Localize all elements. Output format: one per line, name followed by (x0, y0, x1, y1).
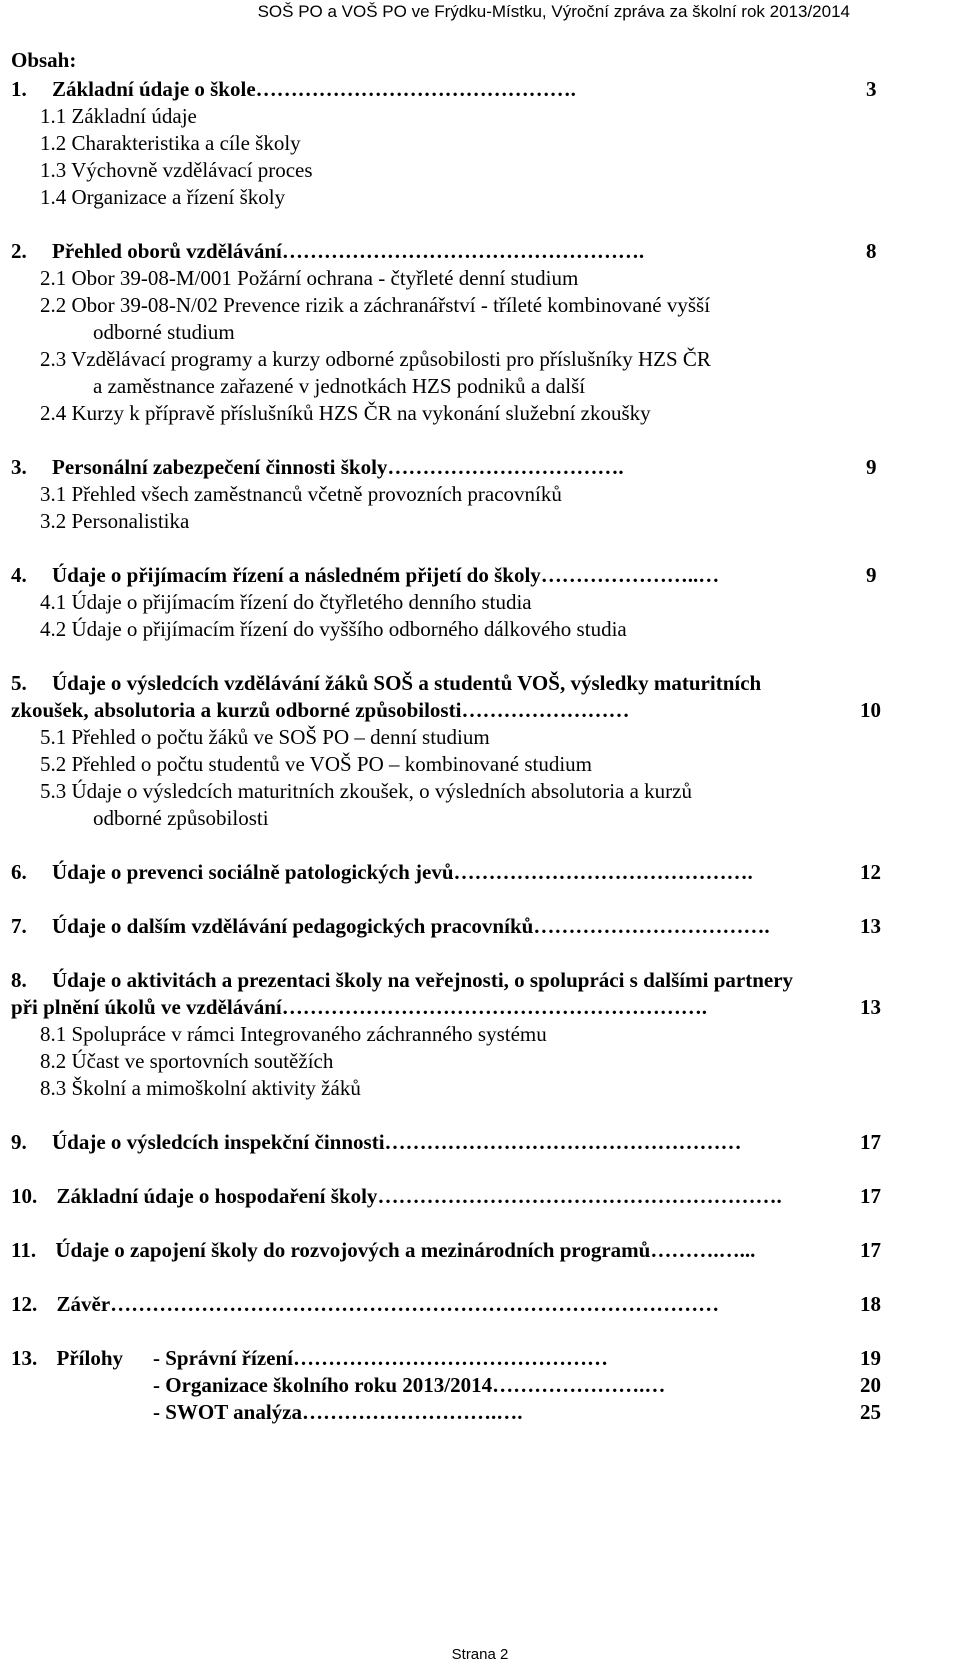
section-number: 13. (11, 1346, 38, 1370)
toc-item-1-2[interactable]: 1.2 Charakteristika a cíle školy (40, 131, 301, 155)
section-number: 8. (11, 968, 27, 992)
toc-item-2-3[interactable]: 2.3 Vzdělávací programy a kurzy odborné způsobilosti pro příslušníky HZS ČR (40, 347, 711, 371)
toc-appendix-a[interactable] (153, 1345, 608, 1372)
appendix-page: 25 (860, 1400, 881, 1424)
page-header: SOŠ PO a VOŠ PO ve Frýdku-Místku, Výroční zpráva za školní rok 2013/2014 (257, 2, 850, 21)
toc-item-3-2[interactable]: 3.2 Personalistika (40, 509, 190, 533)
toc-section-5[interactable] (11, 670, 761, 697)
section-number: 12. (11, 1292, 38, 1316)
leader-dots: ……………………………. (533, 914, 770, 938)
toc-item-5-3[interactable]: 5.3 Údaje o výsledcích maturitních zkoušek, o výsledních absolutoria a kurzů (40, 779, 692, 803)
section-title: Závěr (56, 1292, 111, 1316)
toc-item-2-3-cont: a zaměstnance zařazené v jednotkách HZS podniků a další (93, 374, 586, 398)
toc-item-1-1[interactable]: 1.1 Základní údaje (40, 104, 197, 128)
section-title: Personální zabezpečení činnosti školy (52, 455, 388, 479)
section-page: 17 (860, 1184, 881, 1208)
section-page: 12 (860, 860, 881, 884)
appendix-title: - SWOT analýza (153, 1400, 302, 1424)
toc-section-9[interactable] (11, 1129, 742, 1156)
section-title-cont: zkoušek, absolutoria a kurzů odborné způsobilosti (11, 698, 462, 722)
toc-section-8-cont[interactable] (11, 994, 707, 1021)
toc-section-2[interactable] (11, 238, 644, 265)
toc-section-8[interactable] (11, 967, 793, 994)
leader-dots: ……………………………………………………. (281, 995, 707, 1019)
toc-item-2-4[interactable]: 2.4 Kurzy k přípravě příslušníků HZS ČR na vykonání služební zkoušky (40, 401, 651, 425)
section-number: 10. (11, 1184, 38, 1208)
toc-item-8-2[interactable]: 8.2 Účast ve sportovních soutěžích (40, 1049, 334, 1073)
toc-section-1[interactable] (11, 76, 576, 103)
toc-item-1-3[interactable]: 1.3 Výchovně vzdělávací proces (40, 158, 313, 182)
section-number: 2. (11, 239, 27, 263)
leader-dots: …………………..… (540, 563, 720, 587)
leader-dots: ………………….… (492, 1373, 666, 1397)
toc-appendix-b[interactable] (153, 1372, 665, 1399)
section-number: 1. (11, 77, 27, 101)
section-title: Údaje o výsledcích inspekční činnosti (52, 1130, 385, 1154)
section-page: 17 (860, 1238, 881, 1262)
section-title: Údaje o výsledcích vzdělávání žáků SOŠ a studentů VOŠ, výsledky maturitních (52, 671, 762, 695)
section-page: 9 (866, 455, 877, 479)
section-title: Údaje o zapojení školy do rozvojových a mezinárodních programů (55, 1238, 651, 1262)
leader-dots: ……………………….…. (301, 1400, 523, 1424)
toc-section-10[interactable] (11, 1183, 782, 1210)
section-title: Údaje o přijímacím řízení a následném přijetí do školy (52, 563, 541, 587)
toc-section-7[interactable] (11, 913, 770, 940)
section-page: 3 (866, 77, 877, 101)
leader-dots: …………………………………………………. (377, 1184, 782, 1208)
section-page: 18 (860, 1292, 881, 1316)
leader-dots: ……………………………. (387, 455, 624, 479)
toc-item-2-1[interactable]: 2.1 Obor 39-08-M/001 Požární ochrana - čtyřleté denní studium (40, 266, 579, 290)
toc-item-2-2-cont: odborné studium (93, 320, 235, 344)
appendix-page: 19 (860, 1346, 881, 1370)
leader-dots: …………………………………………… (384, 1130, 742, 1154)
section-title: Základní údaje o hospodaření školy (56, 1184, 378, 1208)
toc-item-8-1[interactable]: 8.1 Spolupráce v rámci Integrovaného záchranného systému (40, 1022, 547, 1046)
appendix-title: - Organizace školního roku 2013/2014 (153, 1373, 493, 1397)
section-title-cont: při plnění úkolů ve vzdělávání (11, 995, 282, 1019)
toc-item-8-3[interactable]: 8.3 Školní a mimoškolní aktivity žáků (40, 1076, 361, 1100)
section-page: 9 (866, 563, 877, 587)
leader-dots: …………………………………………………………………………… (110, 1292, 720, 1316)
appendix-page: 20 (860, 1373, 881, 1397)
toc-section-11[interactable] (11, 1237, 755, 1264)
toc-appendix-c[interactable] (153, 1399, 522, 1426)
leader-dots: ……………………………………. (453, 860, 753, 884)
toc-item-5-2[interactable]: 5.2 Přehled o počtu studentů ve VOŠ PO – kombinované studium (40, 752, 592, 776)
leader-dots: ……….…... (650, 1238, 756, 1262)
toc-section-3[interactable] (11, 454, 624, 481)
leader-dots: ……………………………………… (293, 1346, 608, 1370)
section-title: Základní údaje o škole (52, 77, 256, 101)
toc-item-5-1[interactable]: 5.1 Přehled o počtu žáků ve SOŠ PO – denní studium (40, 725, 490, 749)
section-page: 13 (860, 914, 881, 938)
leader-dots: …………………… (461, 698, 630, 722)
section-number: 5. (11, 671, 27, 695)
toc-section-5-cont[interactable] (11, 697, 629, 724)
page-footer: Strana 2 (451, 1646, 509, 1663)
section-title: Údaje o prevenci sociálně patologických jevů (52, 860, 454, 884)
leader-dots: ……………………………………………. (281, 239, 645, 263)
toc-item-4-2[interactable]: 4.2 Údaje o přijímacím řízení do vyššího odborného dálkového studia (40, 617, 627, 641)
section-title: Údaje o dalším vzdělávání pedagogických pracovníků (52, 914, 534, 938)
toc-section-4[interactable] (11, 562, 719, 589)
toc-item-3-1[interactable]: 3.1 Přehled všech zaměstnanců včetně provozních pracovníků (40, 482, 562, 506)
toc-section-13[interactable] (11, 1345, 123, 1372)
section-title: Přehled oborů vzdělávání (52, 239, 282, 263)
section-title: Údaje o aktivitách a prezentaci školy na veřejnosti, o spolupráci s dalšími partnery (52, 968, 794, 992)
toc-title: Obsah: (11, 48, 77, 72)
leader-dots: ………………………………………. (255, 77, 576, 101)
appendix-title: - Správní řízení (153, 1346, 293, 1370)
toc-section-6[interactable] (11, 859, 753, 886)
section-page: 13 (860, 995, 881, 1019)
section-label: Přílohy (56, 1346, 123, 1370)
section-page: 17 (860, 1130, 881, 1154)
section-number: 3. (11, 455, 27, 479)
section-number: 11. (11, 1238, 37, 1262)
section-page: 10 (860, 698, 881, 722)
section-number: 7. (11, 914, 27, 938)
toc-item-5-3-cont: odborné způsobilosti (93, 806, 269, 830)
toc-section-12[interactable] (11, 1291, 719, 1318)
toc-item-4-1[interactable]: 4.1 Údaje o přijímacím řízení do čtyřletého denního studia (40, 590, 532, 614)
toc-item-2-2[interactable]: 2.2 Obor 39-08-N/02 Prevence rizik a záchranářství - tříleté kombinované vyšší (40, 293, 711, 317)
section-number: 6. (11, 860, 27, 884)
section-page: 8 (866, 239, 877, 263)
section-number: 4. (11, 563, 27, 587)
section-number: 9. (11, 1130, 27, 1154)
toc-item-1-4[interactable]: 1.4 Organizace a řízení školy (40, 185, 286, 209)
